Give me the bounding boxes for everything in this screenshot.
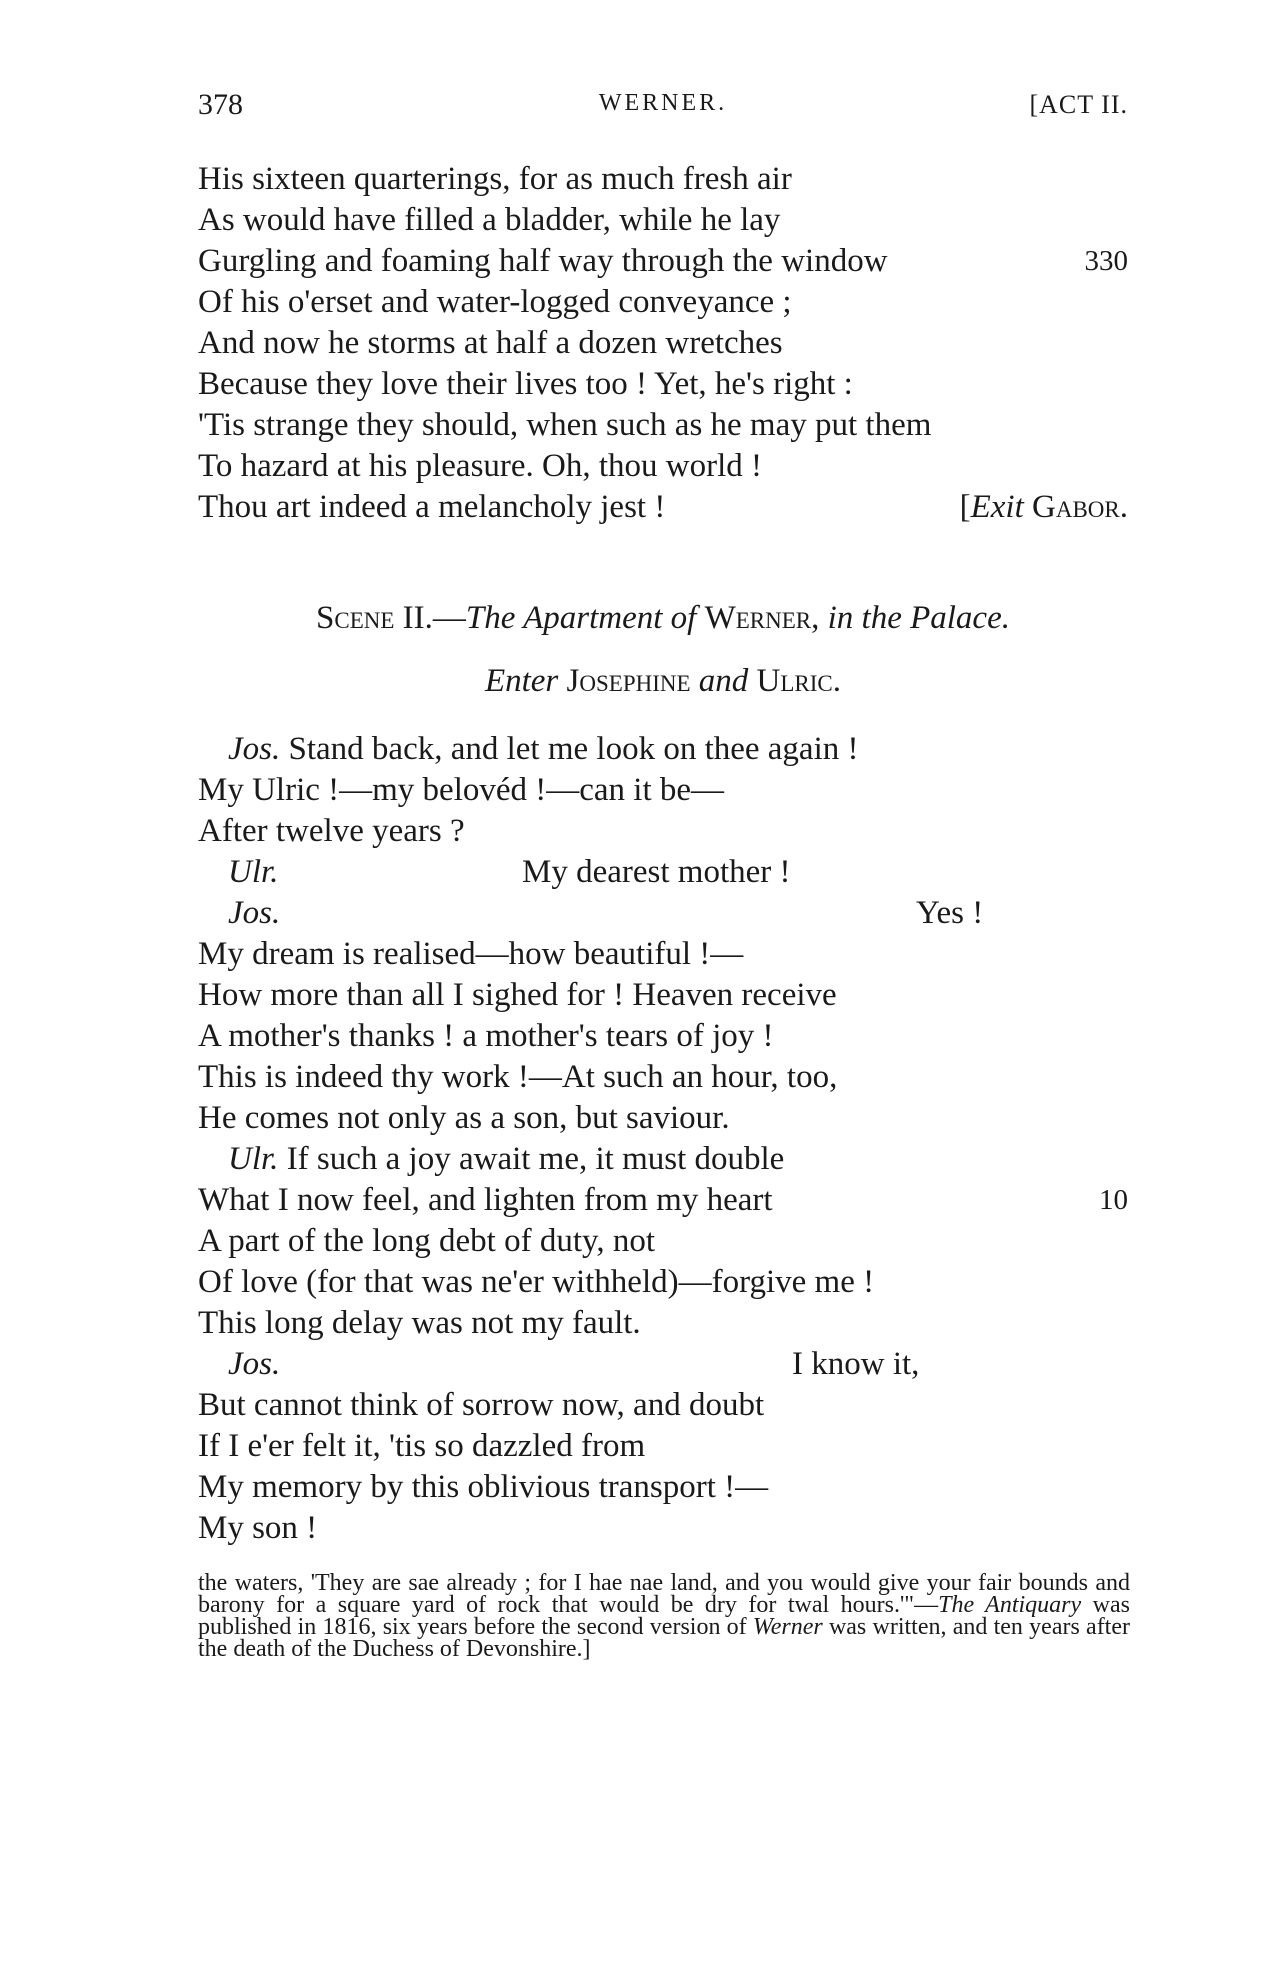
dialogue-line <box>198 1303 1128 1344</box>
footnote-text: was written, and ten years after the death of the Duchess of Devonshire.] <box>198 1614 1130 1662</box>
dialogue-line <box>198 1385 1128 1426</box>
dialogue-line <box>198 1057 1128 1098</box>
speaker-label: Jos. <box>228 895 281 931</box>
scene-number: Scene II. <box>316 600 433 636</box>
speaker-label: Ulr. <box>228 1141 279 1177</box>
line-number: 10 <box>1099 1184 1128 1216</box>
verse-line <box>198 405 1128 446</box>
verse-line <box>198 364 1128 405</box>
footnote-title-werner: Werner <box>752 1614 823 1640</box>
verse-text: Because they love their lives too ! Yet, he's right : <box>198 366 853 402</box>
and-word: and <box>698 663 749 699</box>
speech-text: If such a joy await me, it must double <box>286 1141 785 1177</box>
dialogue-line <box>198 1139 1128 1180</box>
verse-text: Thou art indeed a melancholy jest ! <box>198 489 666 525</box>
dialogue-line <box>198 1426 1128 1467</box>
dialogue-line <box>198 893 1128 934</box>
page-number: 378 <box>198 88 243 121</box>
verse-text: 'Tis strange they should, when such as he may put them <box>198 407 932 443</box>
footnote <box>198 1572 1130 1660</box>
dialogue-line <box>198 1467 1128 1508</box>
footnote-title-antiquary: The Antiquary <box>938 1592 1082 1618</box>
verse-text: As would have filled a bladder, while he lay <box>198 202 781 238</box>
verse-line <box>198 282 1128 323</box>
running-header <box>198 88 1128 128</box>
enter-direction <box>198 661 1128 702</box>
top-verse <box>198 159 1128 528</box>
dialogue-line <box>198 934 1128 975</box>
scene-name: Werner, <box>704 600 820 636</box>
footnote-paragraph <box>198 1572 1130 1660</box>
speech-text: This is indeed thy work !—At such an hour, too, <box>198 1059 838 1095</box>
speech-text: What I now feel, and lighten from my heart <box>198 1182 773 1218</box>
speech-text: He comes not only as a son, but saviour. <box>198 1100 730 1136</box>
speech-text: After twelve years ? <box>198 813 465 849</box>
speech-text: Stand back, and let me look on thee again ! <box>288 731 859 767</box>
dialogue-line <box>198 1180 1128 1221</box>
dialogue-line <box>198 1016 1128 1057</box>
dialogue-line <box>198 729 1128 770</box>
dialogue-line <box>198 770 1128 811</box>
dialogue-block <box>198 729 1128 1549</box>
speech-text: Of love (for that was ne'er withheld)—forgive me ! <box>198 1264 875 1300</box>
dialogue-line <box>198 1098 1128 1139</box>
enter-word: Enter <box>484 663 559 699</box>
speaker-label: Ulr. <box>228 854 279 890</box>
dialogue-line <box>198 811 1128 852</box>
speaker-label: Jos. <box>228 1346 281 1382</box>
footnote-text: was published in 1816, six years before the second version of <box>198 1592 1130 1640</box>
speaker-label: Jos. <box>228 731 281 767</box>
verse-line <box>198 159 1128 200</box>
stage-direction-exit <box>960 487 1128 528</box>
speech-text: My Ulric !—my belovéd !—can it be— <box>198 772 725 808</box>
verse-line <box>198 241 1128 282</box>
verse-text: Of his o'erset and water-logged conveyance ; <box>198 284 792 320</box>
speech-text: If I e'er felt it, 'tis so dazzled from <box>198 1428 646 1464</box>
scene-setting: The Apartment of <box>465 600 697 636</box>
speech-text: I know it, <box>792 1346 920 1382</box>
verse-text: To hazard at his pleasure. Oh, thou world ! <box>198 448 763 484</box>
scene-dash: — <box>432 600 466 636</box>
speech-text: My son ! <box>198 1510 318 1546</box>
speech-text: My memory by this oblivious transport !— <box>198 1469 769 1505</box>
character-ulric: Ulric. <box>756 663 842 699</box>
verse-text: His sixteen quarterings, for as much fresh air <box>198 161 792 197</box>
exit-name: Gabor. <box>1032 489 1128 525</box>
dialogue-line <box>198 975 1128 1016</box>
act-label: [ACT II. <box>1029 90 1128 119</box>
dialogue-line <box>198 1344 1128 1385</box>
verse-line <box>198 323 1128 364</box>
speech-text: A mother's thanks ! a mother's tears of joy ! <box>198 1018 774 1054</box>
dialogue-line <box>198 1262 1128 1303</box>
exit-word: Exit <box>970 489 1024 525</box>
footnote-text: the waters, 'They are sae already ; for I hae nae land, and you would give your fair bounds and barony for a square yard of rock that would be dry for twal hours.'"— <box>198 1570 1130 1618</box>
speech-text: My dream is realised—how beautiful !— <box>198 936 744 972</box>
speech-text: My dearest mother ! <box>522 854 791 890</box>
verse-line <box>198 200 1128 241</box>
speech-text: A part of the long debt of duty, not <box>198 1223 656 1259</box>
dialogue-line <box>198 852 1128 893</box>
speech-text: But cannot think of sorrow now, and doubt <box>198 1387 765 1423</box>
character-josephine: Josephine <box>566 663 691 699</box>
speech-text: Yes ! <box>916 895 984 931</box>
speech-text: How more than all I sighed for ! Heaven receive <box>198 977 837 1013</box>
verse-text: And now he storms at half a dozen wretches <box>198 325 783 361</box>
speech-text: This long delay was not my fault. <box>198 1305 641 1341</box>
verse-text: Gurgling and foaming half way through the window <box>198 243 888 279</box>
dialogue-line <box>198 1508 1128 1549</box>
scene-heading <box>198 598 1128 639</box>
exit-bracket: [ <box>959 489 971 525</box>
verse-line <box>198 487 1128 528</box>
verse-line <box>198 446 1128 487</box>
running-title: WERNER. <box>598 90 728 116</box>
line-number: 330 <box>1084 245 1128 277</box>
dialogue-line <box>198 1221 1128 1262</box>
scene-place: in the Palace. <box>827 600 1010 636</box>
